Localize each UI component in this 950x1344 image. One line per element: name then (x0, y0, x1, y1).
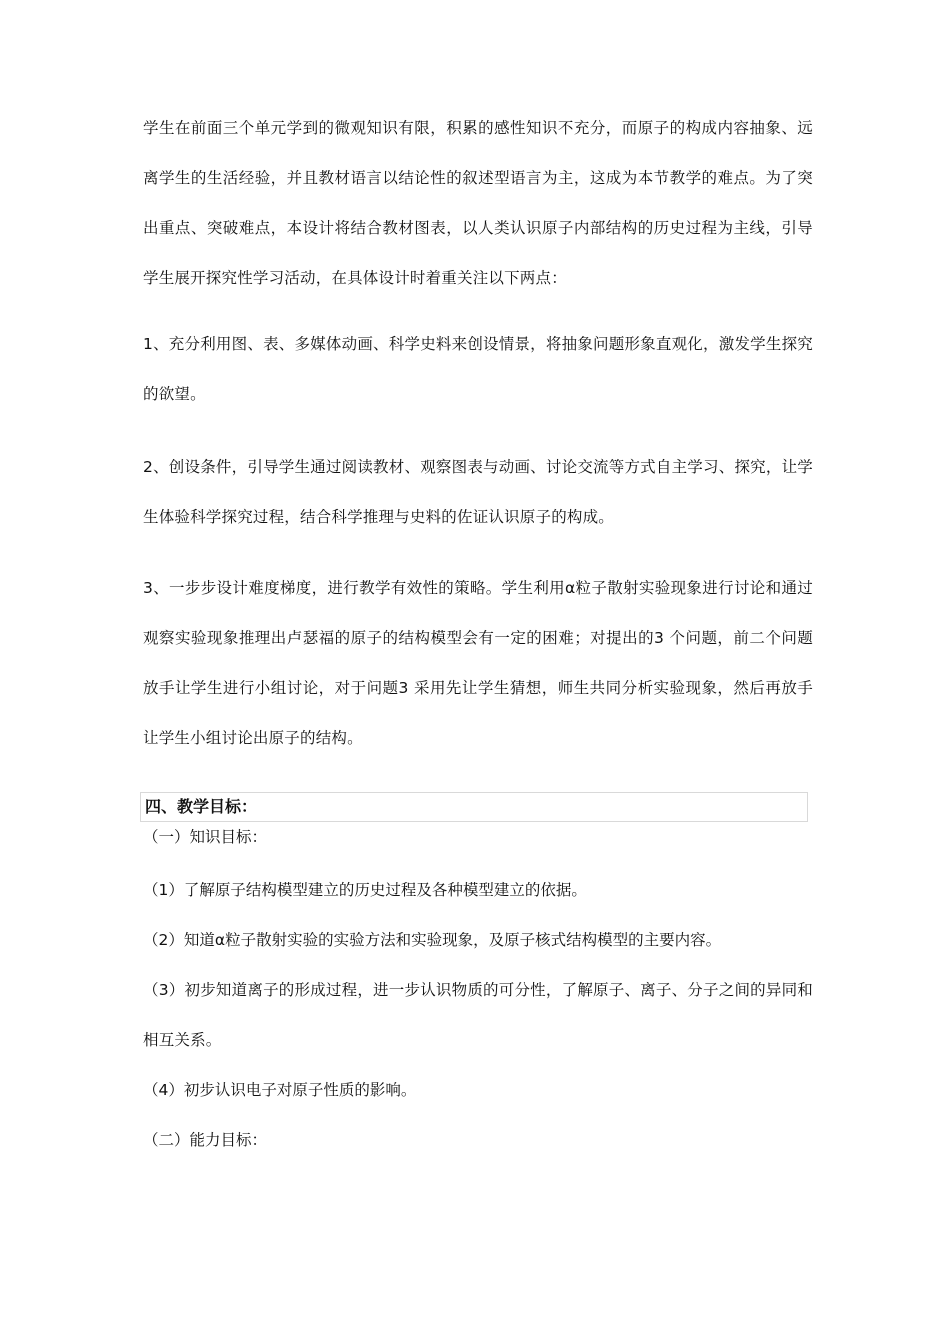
knowledge-goal-2: （2）知道α粒子散射实验的实验方法和实验现象，及原子核式结构模型的主要内容。 (143, 931, 722, 949)
section-heading-box (140, 792, 808, 822)
intro-paragraph: 学生在前面三个单元学到的微观知识有限，积累的感性知识不充分，而原子的构成内容抽象、远离学生的生活经验，并且教材语言以结论性的叙述型语言为主，这成为本节教学的难点。为了突出重点、突破难点，本设计将结合教材图表，以人类认识原子内部结构的历史过程为主线，引导学生展开探究性学习活动，在具体设计时着重关注以下两点： (143, 119, 813, 287)
point-3-paragraph: 3、一步步设计难度梯度，进行教学有效性的策略。学生利用α粒子散射实验现象进行讨论和通过观察实验现象推理出卢瑟福的原子的结构模型会有一定的困难；对提出的3 个问题，前二个问题放手让学生进行小组讨论，对于问题3 采用先让学生猜想，师生共同分析实验现象，然后再放手让学生小组讨论出原子的结构。 (143, 579, 813, 747)
ability-goals-title: （二）能力目标： (143, 1131, 268, 1149)
knowledge-goal-4: （4）初步认识电子对原子性质的影响。 (143, 1081, 417, 1099)
knowledge-goal-1: （1）了解原子结构模型建立的历史过程及各种模型建立的依据。 (143, 881, 587, 899)
section-heading: 四、教学目标： (145, 797, 258, 816)
point-2-paragraph: 2、创设条件，引导学生通过阅读教材、观察图表与动画、讨论交流等方式自主学习、探究，让学生体验科学探究过程，结合科学推理与史料的佐证认识原子的构成。 (143, 458, 813, 526)
knowledge-goal-3: （3）初步知道离子的形成过程，进一步认识物质的可分性，了解原子、离子、分子之间的异同和相互关系。 (143, 981, 813, 1049)
knowledge-goals-title: （一）知识目标： (143, 828, 268, 846)
point-1-paragraph: 1、充分利用图、表、多媒体动画、科学史料来创设情景，将抽象问题形象直观化，激发学生探究的欲望。 (143, 335, 813, 403)
